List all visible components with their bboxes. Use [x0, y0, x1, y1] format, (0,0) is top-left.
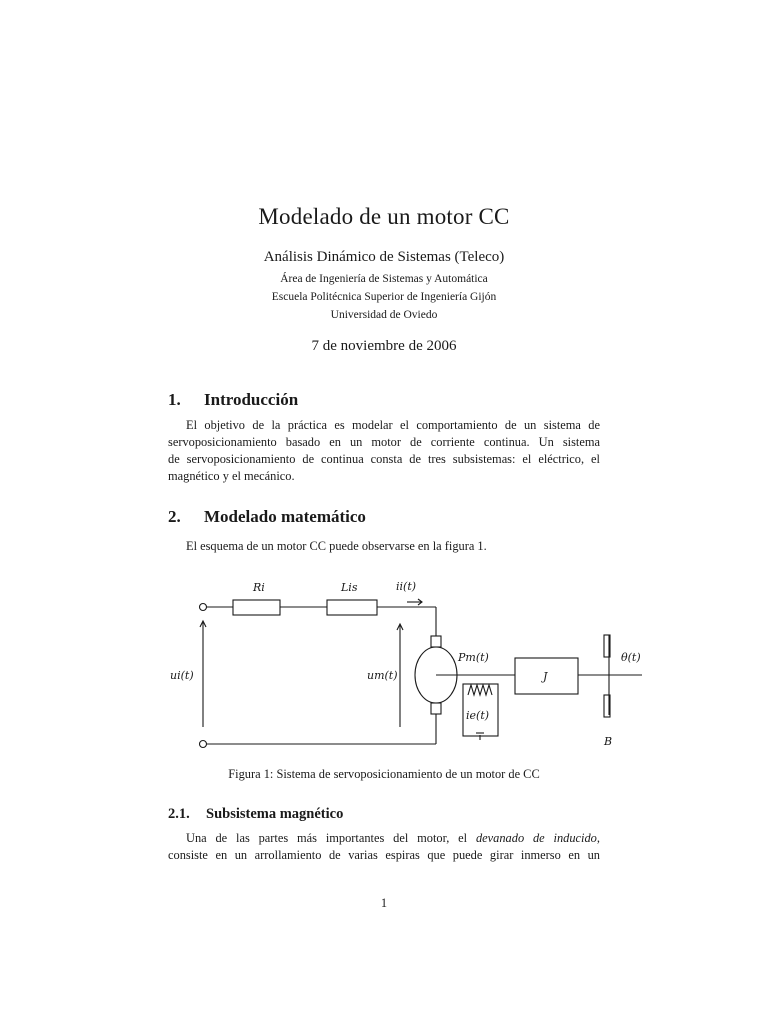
label-theta: θ(t) [621, 651, 641, 664]
paragraph-text: Una de las partes más importantes del motor, el [186, 831, 468, 845]
label-pm: Pm(t) [458, 651, 489, 664]
paragraph-modelado [168, 538, 600, 555]
subsection-title: Subsistema magnético [206, 806, 344, 822]
label-j: J [543, 670, 548, 683]
label-um: um(t) [367, 669, 398, 682]
paragraph-line [168, 830, 600, 847]
document-date: 7 de noviembre de 2006 [311, 338, 457, 354]
label-lis: Lis [341, 581, 358, 594]
label-ui: ui(t) [170, 669, 194, 682]
resistor-ri [233, 600, 280, 615]
section-heading-modelado [168, 507, 366, 527]
motor-circuit-figure [160, 575, 650, 760]
section-number: 1. [168, 390, 181, 409]
document-subtitle: Análisis Dinámico de Sistemas (Teleco) [263, 249, 505, 265]
label-current: ii(t) [396, 580, 417, 593]
paragraph-introduccion [168, 417, 600, 485]
section-title: Modelado matemático [204, 507, 366, 526]
brush-top [431, 636, 441, 647]
label-ri: Ri [253, 581, 265, 594]
label-ie: ie(t) [466, 709, 490, 722]
label-b: B [604, 735, 613, 748]
paragraph-line: El esquema de un motor CC puede observarse en la figura 1. [186, 539, 487, 553]
affiliation-university: Universidad de Oviedo [330, 309, 438, 321]
document-title: Modelado de un motor CC [258, 204, 510, 229]
terminal-bottom [200, 741, 207, 748]
paragraph-line: El objetivo de la práctica es modelar el comportamiento de un sistema de [186, 418, 600, 432]
page-number: 1 [380, 896, 388, 910]
inductor-lis [327, 600, 377, 615]
paragraph-line: servoposicionamiento basado en un motor de corriente continua. Un sistema [168, 435, 600, 449]
section-number: 2. [168, 507, 181, 526]
affiliation-department: Área de Ingeniería de Sistemas y Automática [280, 273, 488, 285]
affiliation-school: Escuela Politécnica Superior de Ingeniería Gijón [271, 291, 497, 303]
paragraph-text: , [596, 831, 600, 845]
terminal-top [200, 604, 207, 611]
subsection-heading-magnetico [168, 806, 343, 823]
section-heading-introduccion [168, 390, 298, 410]
field-coil [468, 685, 492, 695]
brush-bottom [431, 703, 441, 714]
paragraph-magnetico [168, 830, 600, 864]
emphasis-devanado: devanado de inducido [475, 831, 597, 845]
paragraph-line: de servoposicionamiento de continua consta de tres subsistemas: el eléctrico, el [168, 452, 600, 466]
figure-caption: Figura 1: Sistema de servoposicionamiento de un motor de CC [228, 767, 540, 781]
subsection-number: 2.1. [168, 806, 190, 822]
paragraph-line: consiste en un arrollamiento de varias espiras que puede girar inmerso en un [168, 848, 600, 862]
section-title: Introducción [204, 390, 299, 409]
motor-circuit-diagram [160, 575, 650, 760]
paragraph-line: magnético y el mecánico. [168, 469, 295, 483]
